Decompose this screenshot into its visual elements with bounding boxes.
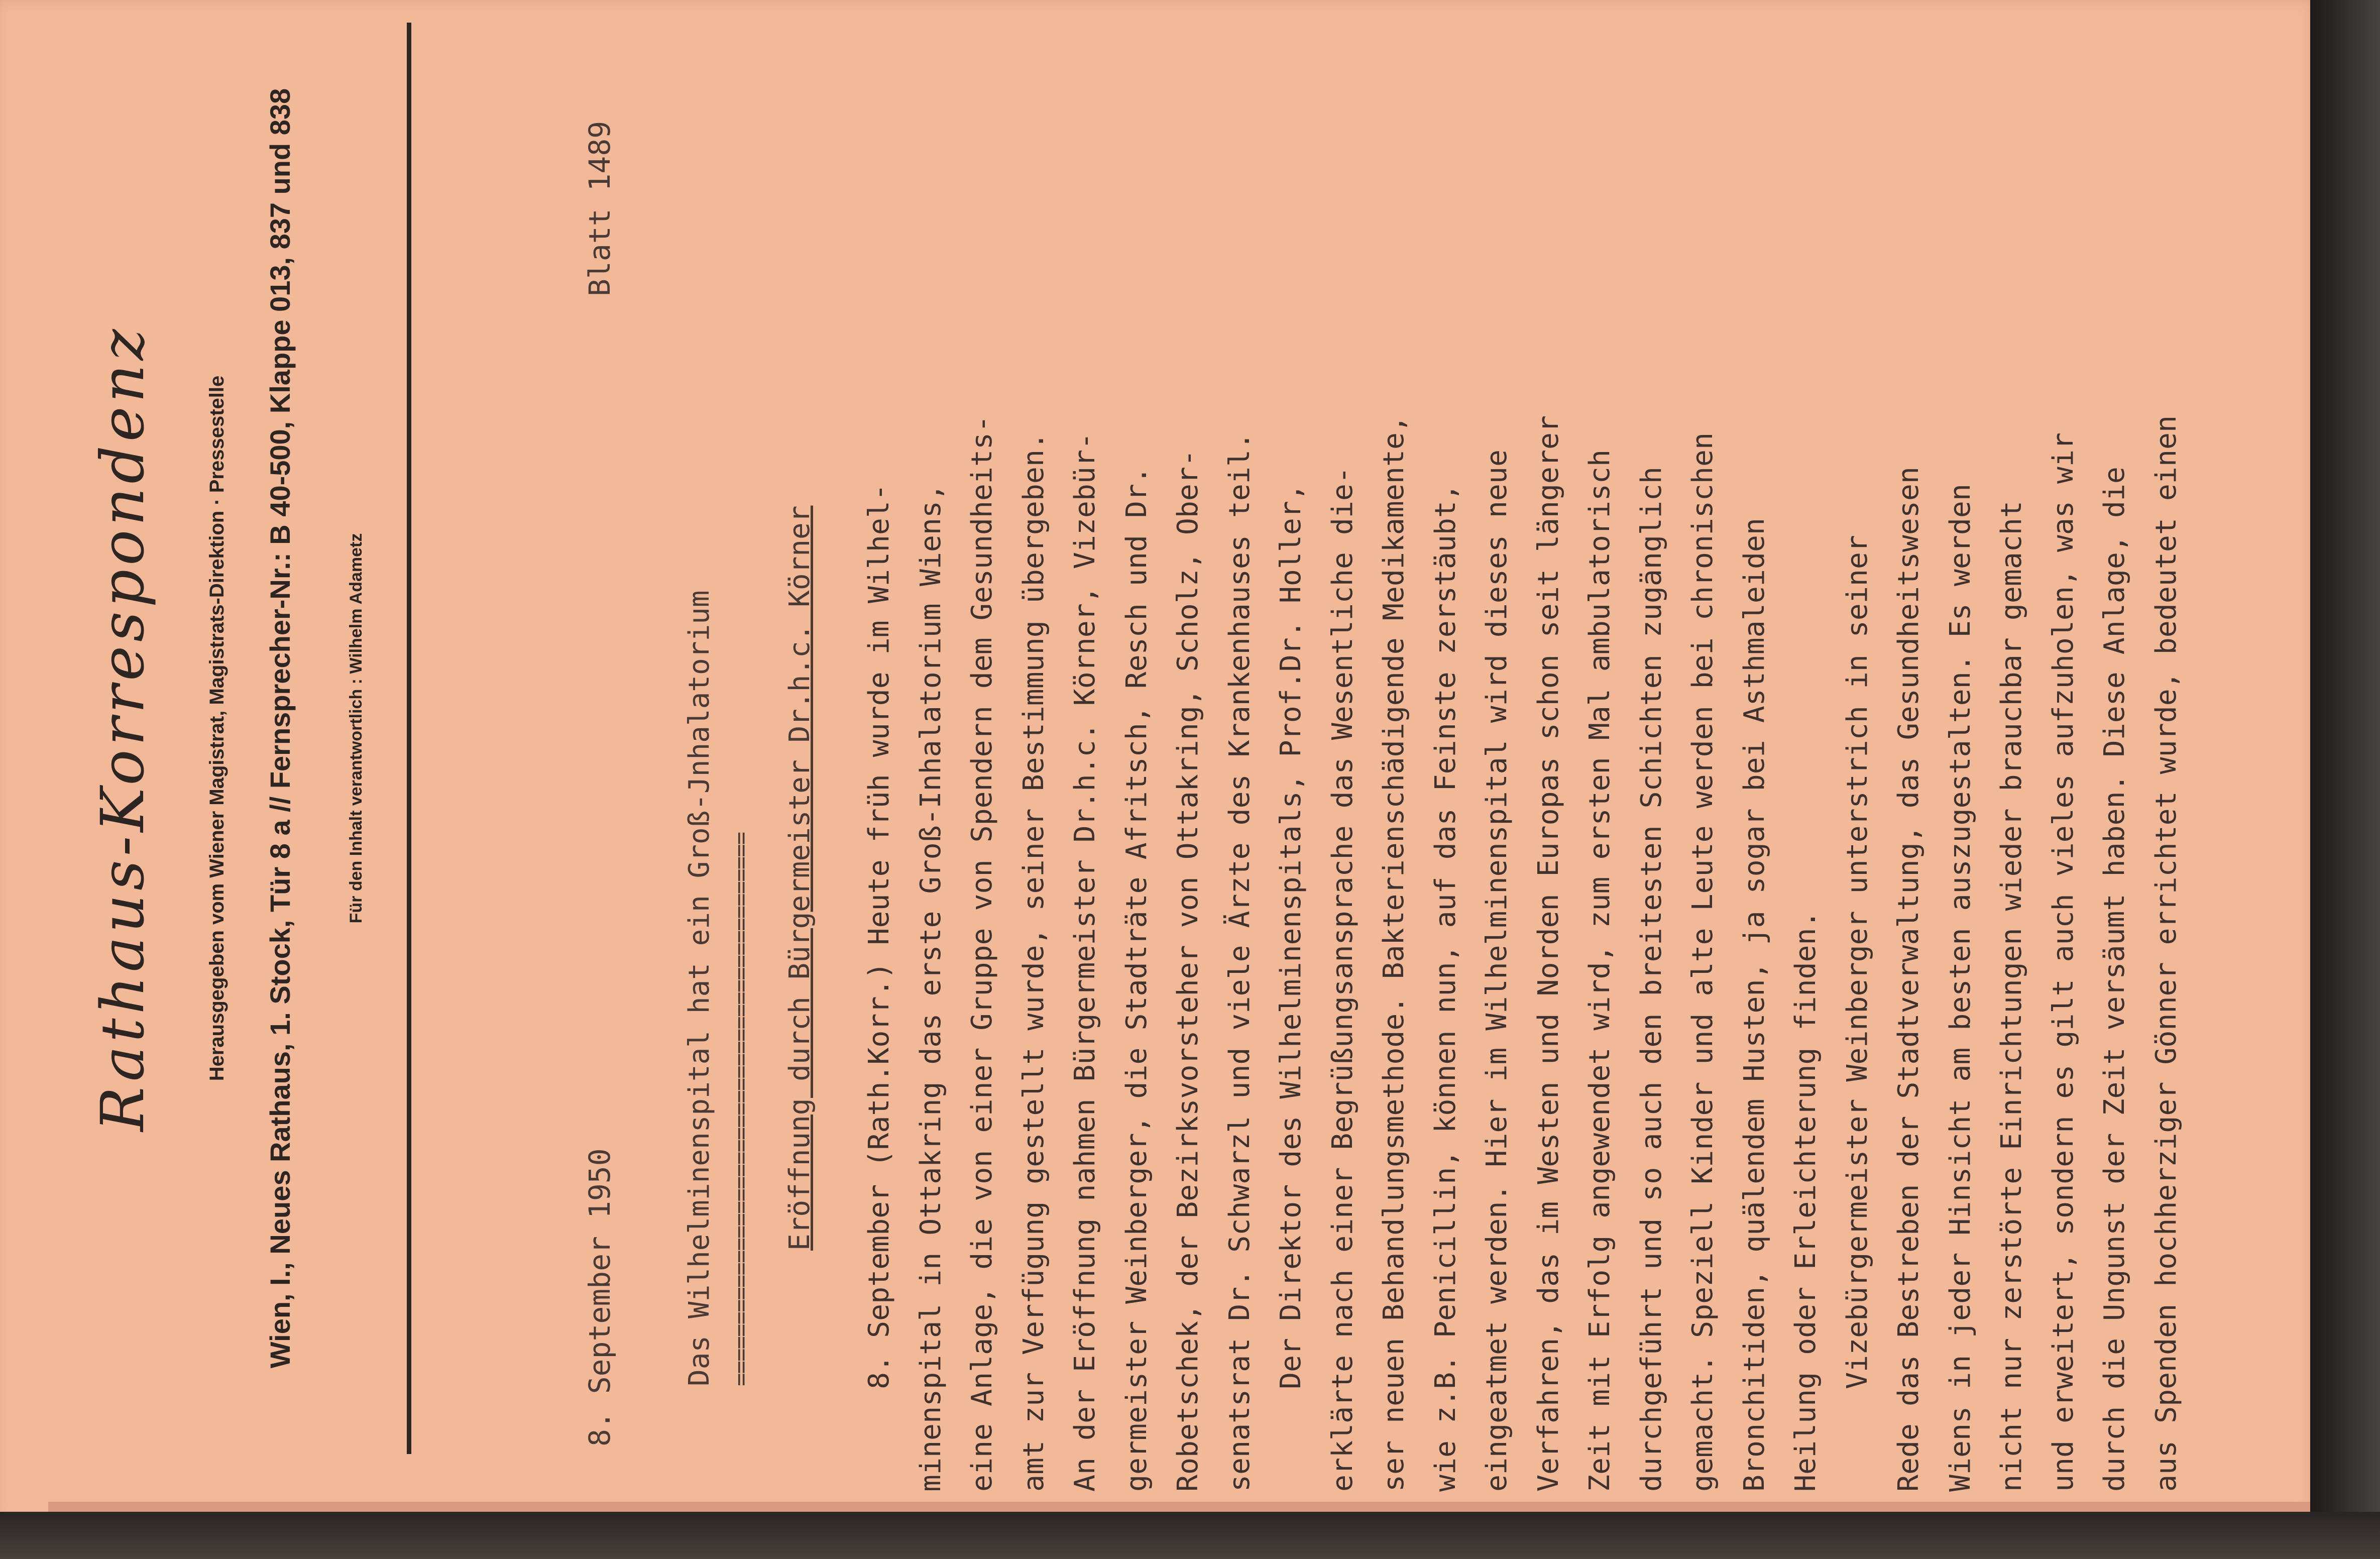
body-line: germeister Weinberger, die Stadträte Afritsch, Resch und Dr. [1120,467,1153,1492]
body-line: Der Direktor des Wilhelminenspitals, Prof.Dr. Holler, [1275,484,1307,1492]
article-headline: Das Wilhelminenspital hat ein Groß-Jnhalatorium [683,590,716,1386]
letterhead-title: Rathaus-Korrespondenz [88,325,157,1132]
body-line: Vizebürgermeister Weinberger unterstrich in seiner [1841,535,1874,1492]
letterhead-responsible: Für den Inhalt verantwortlich : Wilhelm Adametz [347,533,366,924]
body-line: 8. September (Rath.Korr.) Heute früh wurde im Wilhel- [863,484,895,1492]
table-surface [0,1512,2380,1559]
article-subheadline: Eröffnung durch Bürgermeister Dr.h.c. Körner [783,505,816,1251]
body-line: aus Spenden hochherziger Gönner errichtet wurde, bedeutet einen [2149,415,2183,1492]
article-headline-underline: ============================================= [728,832,754,1386]
body-line: An der Eröffnung nahmen Bürgermeister Dr.h.c. Körner, Vizebür- [1069,432,1101,1492]
body-line: ser neuen Behandlungsmethode. Bakterienschädigende Medikamente, [1378,415,1410,1492]
body-line: durch die Ungunst der Zeit versäumt haben. Diese Anlage, die [2098,467,2131,1492]
body-line: gemacht. Speziell Kinder und alte Leute werden bei chronischen [1686,432,1719,1492]
body-line: durchgeführt und so auch den breitesten Schichten zugänglich [1635,467,1668,1492]
body-line: Zeit mit Erfolg angewendet wird, zum ersten Mal ambulatorisch [1583,450,1616,1492]
article-body [854,35,2192,1492]
body-line: Verfahren, das im Westen und Norden Europas schon seit längerer [1532,415,1565,1492]
body-line: und erweitert, sondern es gilt auch vieles aufzuholen, was wir [2047,432,2080,1492]
letterhead-publisher: Herausgegeben vom Wiener Magistrat, Magistrats-Direktion · Pressestelle [206,375,228,1081]
rotated-content [0,15,2310,1512]
sheet-number: Blatt 1489 [583,121,617,296]
body-line: Bronchitiden, quälendem Husten, ja sogar bei Asthmaleiden [1738,518,1771,1492]
body-line: senatsrat Dr. Schwarzl und viele Ärzte des Krankenhauses teil. [1223,432,1256,1492]
body-line: erklärte nach einer Begrüßungsansprache das Wesentliche die- [1326,467,1359,1492]
body-line: Rede das Bestreben der Stadtverwaltung, das Gesundheitswesen [1892,467,1925,1492]
binding-shadow [2310,0,2380,1559]
body-line: wie z.B. Penicillin, können nun, auf das Feinste zerstäubt, [1429,484,1462,1492]
document-date: 8. September 1950 [583,1148,617,1446]
body-line: eingeatmet werden. Hier im Wilhelminenspital wird dieses neue [1481,450,1513,1492]
body-line: eine Anlage, die von einer Gruppe von Spendern dem Gesundheits- [966,415,998,1492]
body-line: Robetschek, der Bezirksvorsteher von Ottakring, Scholz, Ober- [1172,450,1204,1492]
letterhead-rule [407,23,411,1454]
letterhead-address: Wien, I., Neues Rathaus, 1. Stock, Tür 8 a // Fernsprecher-Nr.: B 40-500, Klappe 013, 837 und 838 [264,88,296,1369]
body-line: amt zur Verfügung gestellt wurde, seiner Bestimmung übergeben. [1017,432,1050,1492]
body-line: nicht nur zerstörte Einrichtungen wieder brauchbar gemacht [1995,501,2028,1492]
body-line: Wiens in jeder Hinsicht am besten auszugestalten. Es werden [1944,484,1977,1492]
body-line: Heilung oder Erleichterung finden. [1789,911,1822,1492]
body-line: minenspital in Ottakring das erste Groß-Inhalatorium Wiens, [914,484,947,1492]
